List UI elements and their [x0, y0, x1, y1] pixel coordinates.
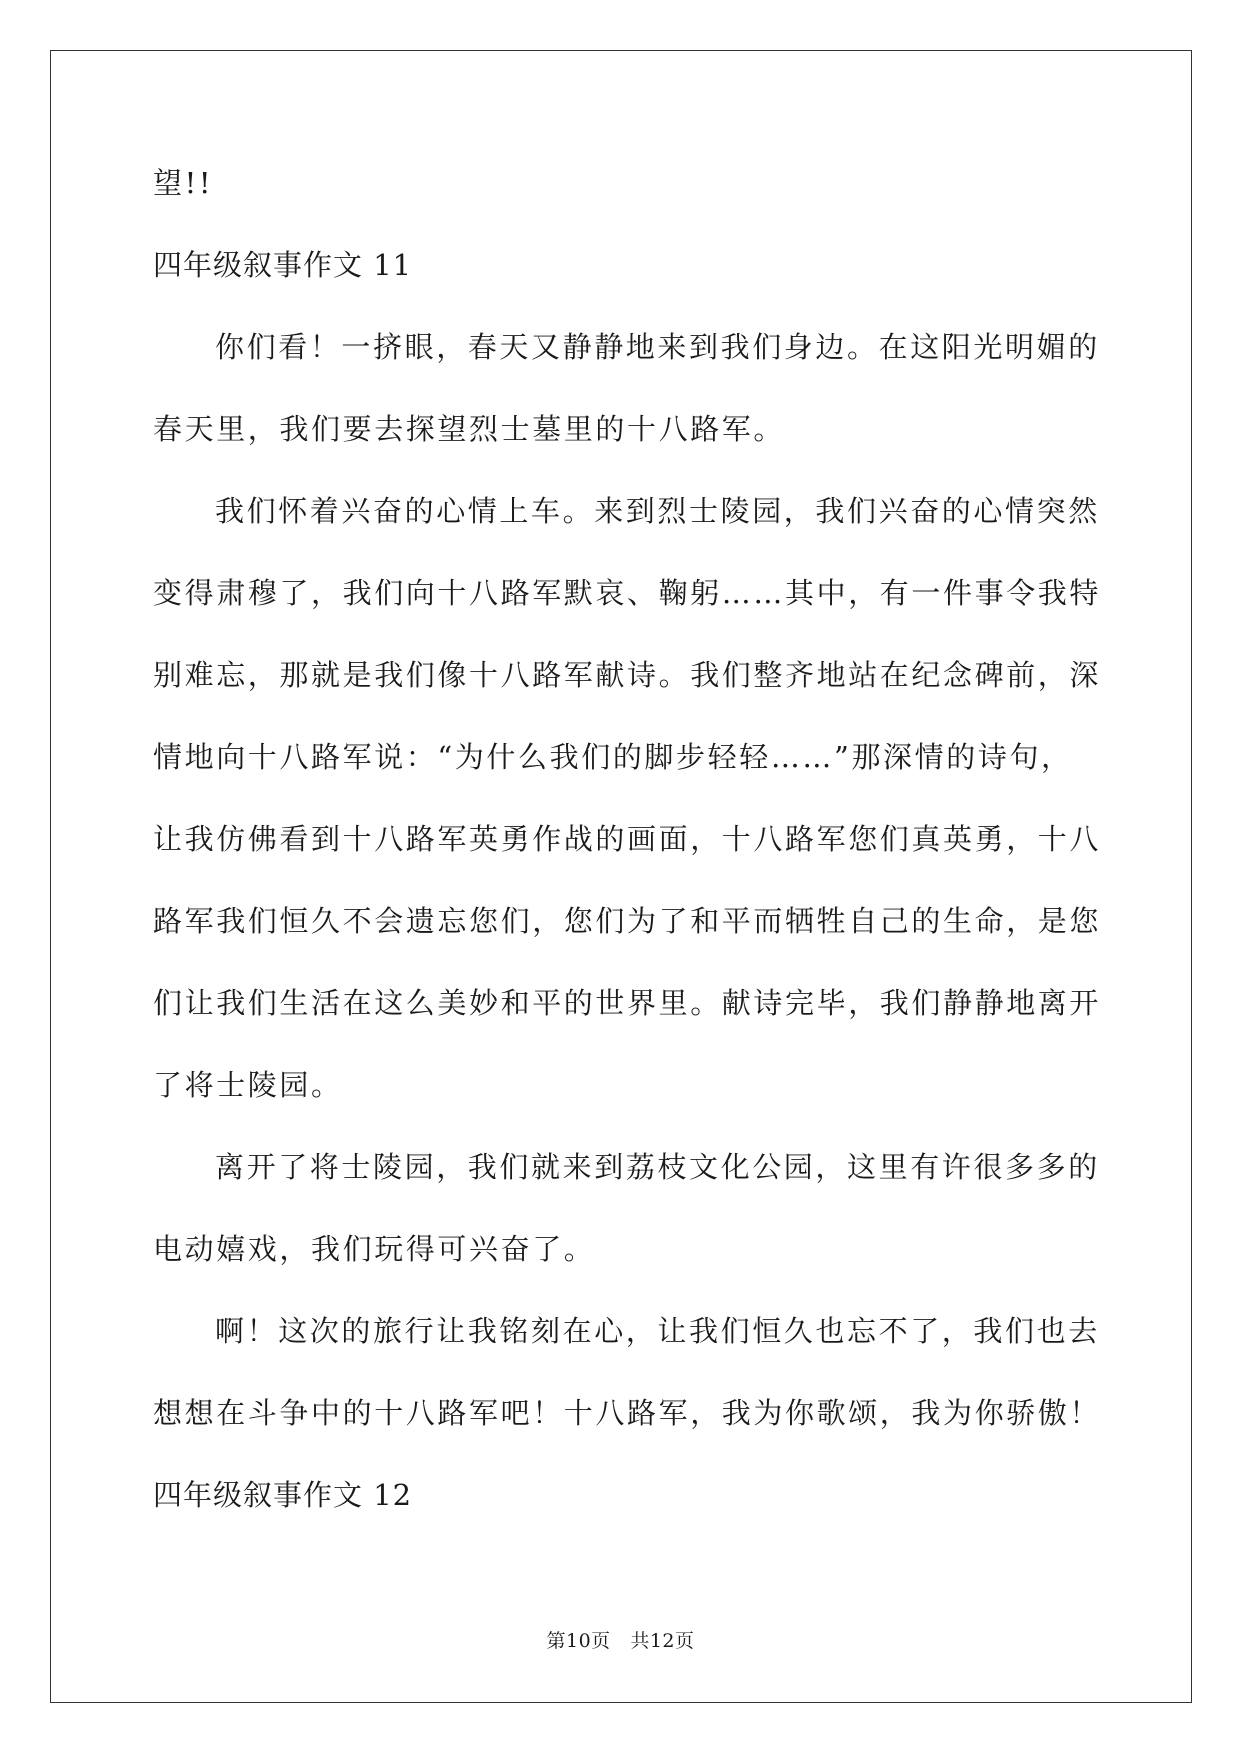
section-heading: 四年级叙事作文 12 — [153, 1478, 413, 1512]
section-heading: 四年级叙事作文 11 — [153, 248, 413, 282]
text-line: 望!! — [153, 166, 214, 200]
paragraph-line: 们让我们生活在这么美妙和平的世界里。献诗完毕，我们静静地离开 — [153, 986, 1102, 1020]
paragraph-line: 春天里，我们要去探望烈士墓里的十八路军。 — [153, 412, 786, 446]
paragraph-line: 变得肃穆了，我们向十八路军默哀、鞠躬……其中，有一件事令我特 — [153, 576, 1102, 610]
paragraph-line: 离开了将士陵园，我们就来到荔枝文化公园，这里有许很多多的 — [215, 1150, 1100, 1184]
paragraph-line: 别难忘，那就是我们像十八路军献诗。我们整齐地站在纪念碑前，深 — [153, 658, 1102, 692]
paragraph-line: 电动嬉戏，我们玩得可兴奋了。 — [153, 1232, 596, 1266]
page-footer — [0, 1626, 1241, 1653]
paragraph-line: 你们看！一挤眼，春天又静静地来到我们身边。在这阳光明媚的 — [215, 330, 1100, 364]
paragraph-line: 想想在斗争中的十八路军吧！十八路军，我为你歌颂，我为你骄傲！ — [153, 1396, 1102, 1430]
paragraph-line: 路军我们恒久不会遗忘您们，您们为了和平而牺牲自己的生命，是您 — [153, 904, 1102, 938]
paragraph-line: 让我仿佛看到十八路军英勇作战的画面，十八路军您们真英勇，十八 — [153, 822, 1102, 856]
paragraph-line: 我们怀着兴奋的心情上车。来到烈士陵园，我们兴奋的心情突然 — [215, 494, 1100, 528]
paragraph-line: 了将士陵园。 — [153, 1068, 343, 1102]
document-body — [153, 160, 1102, 1554]
page-number: 第10页 — [546, 1630, 611, 1652]
page-total: 共12页 — [630, 1630, 695, 1652]
paragraph-line: 啊！这次的旅行让我铭刻在心，让我们恒久也忘不了，我们也去 — [215, 1314, 1100, 1348]
paragraph-line: 情地向十八路军说：“为什么我们的脚步轻轻……”那深情的诗句， — [153, 740, 1073, 774]
